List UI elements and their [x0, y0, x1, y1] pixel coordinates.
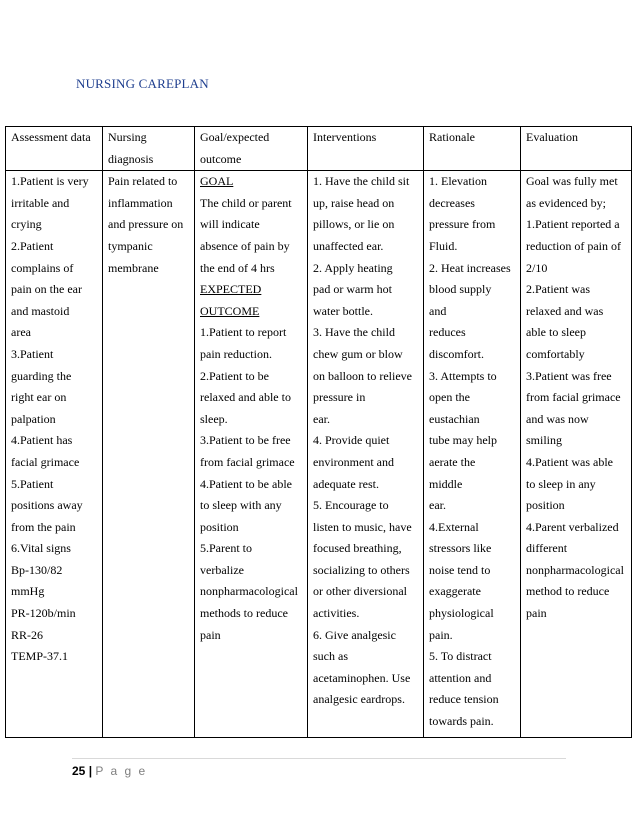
- cell-text-line: sleep.: [200, 411, 228, 426]
- cell-text-line: pressure in: [313, 390, 366, 405]
- cell-evaluation: [521, 171, 632, 737]
- cell-text-line: PR-120b/min: [11, 606, 76, 621]
- cell-text-line: nonpharmacological: [526, 562, 624, 577]
- cell-text-line: methods to reduce: [200, 606, 288, 621]
- footer-divider: [72, 758, 566, 759]
- cell-text-line: GOAL: [200, 174, 234, 189]
- header-interventions: [308, 127, 424, 171]
- cell-text-line: different: [526, 541, 568, 556]
- cell-text-line: eustachian: [429, 411, 480, 426]
- cell-text-line: pillows, or lie on: [313, 217, 395, 232]
- cell-text-line: irritable and: [11, 195, 70, 210]
- cell-text-line: 2. Heat increases: [429, 260, 511, 275]
- cell-text-line: OUTCOME: [200, 303, 260, 318]
- cell-goal-expected-outcome: [195, 171, 308, 737]
- cell-text-line: 3. Attempts to: [429, 368, 497, 383]
- cell-text-line: relaxed and was: [526, 303, 604, 318]
- cell-text-line: pain reduction.: [200, 346, 272, 361]
- cell-text-line: 4. Provide quiet: [313, 433, 390, 448]
- cell-text-line: middle: [429, 476, 463, 491]
- cell-assessment-data: [6, 171, 103, 737]
- cell-text-line: up, raise head on: [313, 195, 395, 210]
- cell-text-line: 1.Patient reported a: [526, 217, 620, 232]
- cell-text-line: discomfort.: [429, 346, 484, 361]
- cell-text-line: decreases: [429, 195, 475, 210]
- cell-text-line: from the pain: [11, 519, 76, 534]
- cell-text-line: aerate the: [429, 454, 476, 469]
- cell-text-line: Goal was fully met: [526, 174, 618, 189]
- cell-text-line: open the: [429, 390, 470, 405]
- cell-text-line: to sleep in any: [526, 476, 596, 491]
- page-number: 25: [72, 764, 86, 778]
- cell-text-line: to sleep with any: [200, 498, 282, 513]
- cell-text-line: 4.Patient was able: [526, 454, 613, 469]
- cell-text-line: 5.Patient: [11, 476, 54, 491]
- header-assessment-data: [6, 127, 103, 171]
- cell-text-line: tube may help: [429, 433, 497, 448]
- cell-text-line: TEMP-37.1: [11, 649, 68, 664]
- cell-text-line: 6. Give analgesic: [313, 627, 396, 642]
- cell-text-line: Pain related to: [108, 174, 178, 189]
- cell-text-line: stressors like: [429, 541, 492, 556]
- cell-text-line: RR-26: [11, 627, 44, 642]
- header-goal-expected-outcome: [195, 127, 308, 171]
- cell-text-line: able to sleep: [526, 325, 586, 340]
- cell-text-line: 4.Patient to be able: [200, 476, 292, 491]
- cell-text-line: inflammation: [108, 195, 173, 210]
- cell-text-line: pain.: [429, 627, 453, 642]
- cell-text-line: 5. To distract: [429, 649, 492, 664]
- cell-text-line: exaggerate: [429, 584, 481, 599]
- cell-text-line: water bottle.: [313, 303, 373, 318]
- header-text-line: Goal/expected: [200, 130, 270, 144]
- cell-text-line: focused breathing,: [313, 541, 402, 556]
- cell-nursing-diagnosis: [103, 171, 195, 737]
- header-text-line: diagnosis: [108, 151, 154, 166]
- cell-text-line: reduce tension: [429, 692, 499, 707]
- page-footer: [72, 764, 147, 778]
- cell-text-line: nonpharmacological: [200, 584, 298, 599]
- cell-text-line: positions away: [11, 498, 83, 513]
- cell-text-line: 4.Patient has: [11, 433, 73, 448]
- cell-text-line: analgesic eardrops.: [313, 692, 405, 707]
- cell-text-line: socializing to others: [313, 562, 410, 577]
- cell-text-line: activities.: [313, 606, 360, 621]
- cell-text-line: 1.Patient is very: [11, 174, 89, 189]
- cell-text-line: 1.Patient to report: [200, 325, 287, 340]
- footer-separator: |: [88, 764, 93, 778]
- cell-text-line: pressure from: [429, 217, 496, 232]
- cell-text-line: physiological: [429, 606, 494, 621]
- cell-text-line: tympanic: [108, 238, 153, 253]
- cell-text-line: ear.: [313, 411, 330, 426]
- header-text-line: Evaluation: [526, 130, 578, 144]
- cell-text-line: unaffected ear.: [313, 238, 384, 253]
- cell-interventions: [308, 171, 424, 737]
- header-text-line: Nursing: [108, 130, 147, 144]
- cell-text-line: on balloon to relieve: [313, 368, 412, 383]
- header-text-line: outcome: [200, 151, 242, 166]
- cell-text-line: 2/10: [526, 260, 548, 275]
- cell-text-line: comfortably: [526, 346, 585, 361]
- table-header-row: [6, 127, 632, 171]
- header-text-line: Interventions: [313, 130, 377, 144]
- cell-text-line: pad or warm hot: [313, 282, 392, 297]
- cell-text-line: 2.Patient: [11, 238, 54, 253]
- cell-text-line: as evidenced by;: [526, 195, 606, 210]
- cell-text-line: environment and: [313, 454, 394, 469]
- cell-text-line: listen to music, have: [313, 519, 412, 534]
- cell-text-line: palpation: [11, 411, 56, 426]
- cell-text-line: from facial grimace: [526, 390, 621, 405]
- careplan-table: [5, 126, 632, 738]
- cell-text-line: pain: [200, 627, 221, 642]
- cell-text-line: area: [11, 325, 31, 340]
- cell-text-line: Fluid.: [429, 238, 458, 253]
- cell-text-line: 2.Patient to be: [200, 368, 269, 383]
- cell-text-line: and pressure on: [108, 217, 184, 232]
- cell-text-line: pain: [526, 606, 547, 621]
- cell-text-line: acetaminophen. Use: [313, 670, 411, 685]
- header-text-line: Assessment data: [11, 130, 91, 144]
- cell-text-line: 6.Vital signs: [11, 541, 71, 556]
- cell-text-line: or other diversional: [313, 584, 407, 599]
- cell-text-line: position: [526, 498, 565, 513]
- cell-text-line: such as: [313, 649, 348, 664]
- cell-text-line: reduces: [429, 325, 466, 340]
- cell-text-line: noise tend to: [429, 562, 491, 577]
- document-title: NURSING CAREPLAN: [76, 76, 209, 91]
- cell-text-line: 3. Have the child: [313, 325, 395, 340]
- header-rationale: [424, 127, 521, 171]
- cell-text-line: The child or parent: [200, 195, 292, 210]
- cell-text-line: guarding the: [11, 368, 72, 383]
- cell-text-line: 4.Parent verbalized: [526, 519, 619, 534]
- cell-text-line: absence of pain by: [200, 238, 290, 253]
- cell-text-line: from facial grimace: [200, 454, 295, 469]
- cell-text-line: the end of 4 hrs: [200, 260, 275, 275]
- header-nursing-diagnosis: [103, 127, 195, 171]
- cell-text-line: and was now: [526, 411, 589, 426]
- cell-text-line: 1. Have the child sit: [313, 174, 410, 189]
- page-label: P a g e: [95, 764, 148, 778]
- cell-text-line: 2. Apply heating: [313, 260, 393, 275]
- cell-text-line: position: [200, 519, 239, 534]
- cell-text-line: EXPECTED: [200, 282, 262, 297]
- cell-text-line: 3.Patient: [11, 346, 54, 361]
- cell-text-line: ear.: [429, 498, 446, 513]
- cell-text-line: blood supply: [429, 282, 492, 297]
- cell-text-line: relaxed and able to: [200, 390, 291, 405]
- cell-text-line: attention and: [429, 670, 492, 685]
- cell-text-line: method to reduce: [526, 584, 610, 599]
- cell-text-line: 3.Patient was free: [526, 368, 612, 383]
- cell-text-line: right ear on: [11, 390, 67, 405]
- cell-text-line: 5.Parent to: [200, 541, 252, 556]
- table-row: [6, 171, 632, 737]
- cell-text-line: Bp-130/82: [11, 562, 63, 577]
- header-evaluation: [521, 127, 632, 171]
- cell-text-line: and: [429, 303, 447, 318]
- cell-text-line: 1. Elevation: [429, 174, 487, 189]
- cell-text-line: 4.External: [429, 519, 479, 534]
- cell-text-line: and mastoid: [11, 303, 70, 318]
- cell-text-line: 3.Patient to be free: [200, 433, 291, 448]
- cell-text-line: crying: [11, 217, 42, 232]
- header-text-line: Rationale: [429, 130, 475, 144]
- cell-text-line: reduction of pain of: [526, 238, 621, 253]
- cell-text-line: smiling: [526, 433, 563, 448]
- cell-text-line: membrane: [108, 260, 159, 275]
- cell-text-line: chew gum or blow: [313, 346, 403, 361]
- cell-text-line: 2.Patient was: [526, 282, 590, 297]
- cell-text-line: pain on the ear: [11, 282, 82, 297]
- cell-text-line: complains of: [11, 260, 74, 275]
- cell-text-line: facial grimace: [11, 454, 80, 469]
- cell-text-line: mmHg: [11, 584, 45, 599]
- cell-text-line: adequate rest.: [313, 476, 379, 491]
- cell-text-line: will indicate: [200, 217, 260, 232]
- cell-text-line: 5. Encourage to: [313, 498, 389, 513]
- cell-text-line: verbalize: [200, 562, 244, 577]
- cell-text-line: towards pain.: [429, 714, 494, 729]
- cell-rationale: [424, 171, 521, 737]
